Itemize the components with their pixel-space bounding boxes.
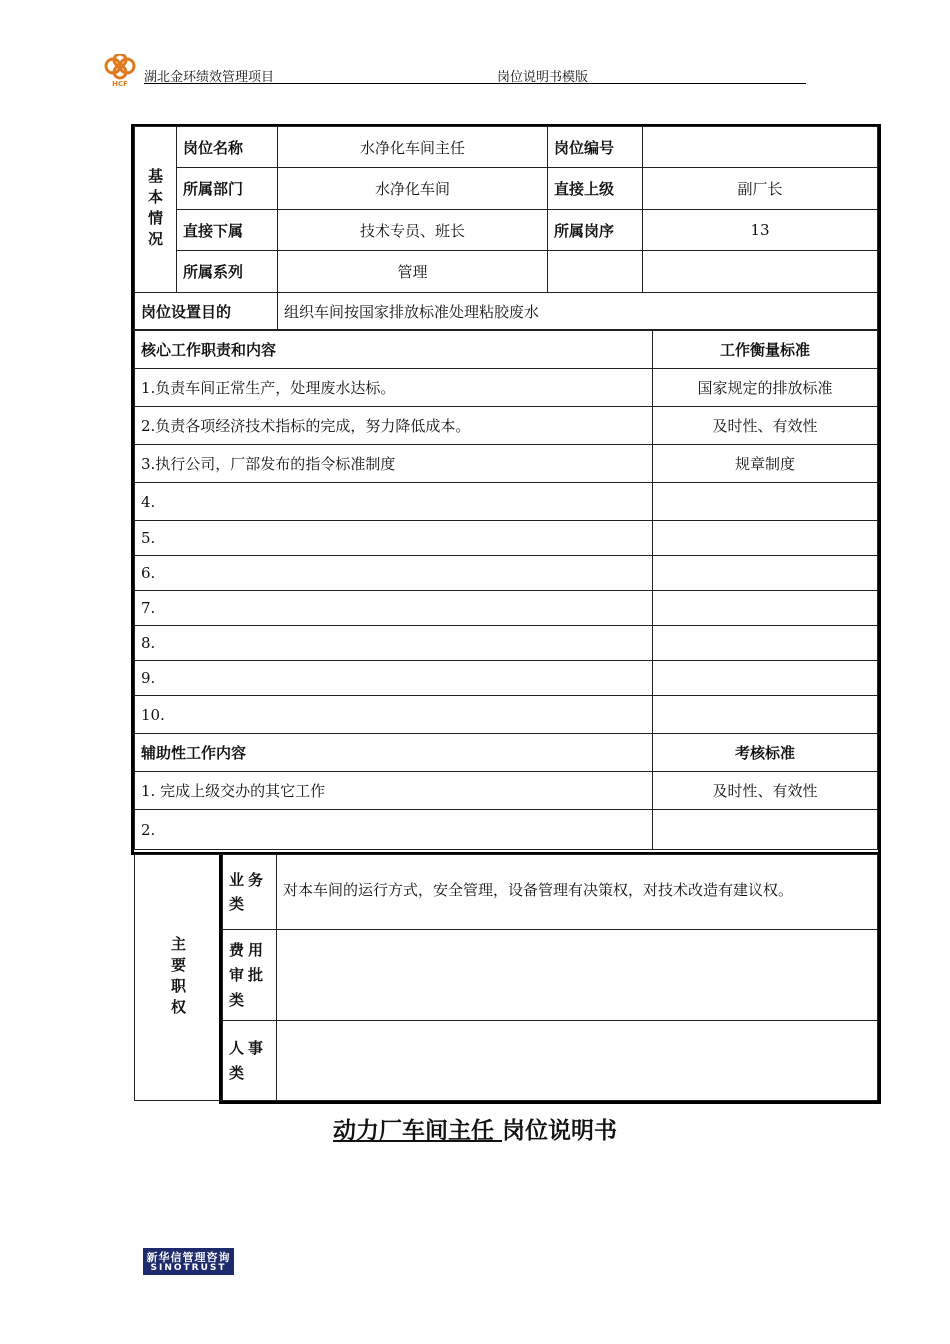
svg-text:HCF: HCF: [112, 80, 128, 88]
table-row: 4.: [135, 483, 653, 521]
document-title-part1: 动力厂车间主任: [332, 1118, 502, 1144]
series-empty-cell-2: [643, 251, 878, 293]
table-row-standard: [653, 626, 878, 661]
table-row-standard: 及时性、有效性: [653, 407, 878, 445]
table-row-standard: [653, 661, 878, 696]
post-name-value: 水净化车间主任: [278, 127, 548, 168]
sinotrust-logo-en: SINOTRUST: [150, 1263, 227, 1273]
table-row: 1.负责车间正常生产，处理废水达标。: [135, 369, 653, 407]
table-row: 3.执行公司，厂部发布的指令标准制度: [135, 445, 653, 483]
header-project-name: 湖北金环绩效管理项目: [144, 70, 275, 85]
table-row-standard: [653, 696, 878, 734]
subordinate-label: 直接下属: [177, 210, 278, 251]
table-row-standard: [653, 556, 878, 591]
post-no-label: 岗位编号: [548, 127, 643, 168]
table-row: 8.: [135, 626, 653, 661]
dept-label: 所属部门: [177, 168, 278, 210]
authority-business-value: 对本车间的运行方式，安全管理，设备管理有决策权，对技术改造有建议权。: [277, 855, 878, 930]
sinotrust-logo-cn: 新华信管理咨询: [146, 1251, 231, 1264]
purpose-value: 组织车间按国家排放标准处理粘胶废水: [278, 293, 878, 330]
authority-business-label: 业务类: [223, 855, 277, 930]
header-template-name: 岗位说明书模版: [497, 70, 589, 85]
series-value: 管理: [278, 251, 548, 293]
sequence-label: 所属岗序: [548, 210, 643, 251]
authority-hr-label: 人事类: [223, 1021, 277, 1101]
core-standard-header: 工作衡量标准: [653, 331, 878, 369]
authority-expense-value: [277, 930, 878, 1021]
document-title: [0, 1112, 950, 1145]
hcf-logo-icon: [100, 54, 140, 88]
authority-expense-label: 费用审批类: [223, 930, 277, 1021]
authority-section-label: 主要职权: [135, 855, 223, 1101]
table-row: 2.负责各项经济技术指标的完成，努力降低成本。: [135, 407, 653, 445]
table-row-standard: [653, 810, 878, 850]
series-empty-cell: [548, 251, 643, 293]
core-header: 核心工作职责和内容: [135, 331, 653, 369]
series-label: 所属系列: [177, 251, 278, 293]
sinotrust-logo: [143, 1248, 234, 1275]
table-row-standard: 及时性、有效性: [653, 772, 878, 810]
aux-standard-header: 考核标准: [653, 734, 878, 772]
table-row: 7.: [135, 591, 653, 626]
post-name-label: 岗位名称: [177, 127, 278, 168]
table-row-standard: [653, 483, 878, 521]
subordinate-value: 技术专员、班长: [278, 210, 548, 251]
sequence-value: 13: [643, 210, 878, 251]
purpose-table: [134, 292, 878, 330]
table-row: 10.: [135, 696, 653, 734]
table-row-standard: 国家规定的排放标准: [653, 369, 878, 407]
table-row: 5.: [135, 521, 653, 556]
header-divider: [144, 83, 806, 84]
authority-hr-value: [277, 1021, 878, 1101]
superior-label: 直接上级: [548, 168, 643, 210]
basic-info-table: [134, 126, 878, 293]
table-row: 9.: [135, 661, 653, 696]
table-row-standard: 规章制度: [653, 445, 878, 483]
core-duties-table: [134, 330, 878, 850]
superior-value: 副厂长: [643, 168, 878, 210]
table-row: 1. 完成上级交办的其它工作: [135, 772, 653, 810]
table-row: 6.: [135, 556, 653, 591]
document-title-part2: 岗位说明书: [502, 1118, 617, 1144]
page-header: [100, 52, 806, 86]
dept-value: 水净化车间: [278, 168, 548, 210]
basic-section-label: 基本情况: [135, 127, 177, 293]
table-row-standard: [653, 591, 878, 626]
aux-header: 辅助性工作内容: [135, 734, 653, 772]
table-row: 2.: [135, 810, 653, 850]
purpose-label: 岗位设置目的: [135, 293, 278, 330]
authority-table: [134, 854, 878, 1101]
post-no-value: [643, 127, 878, 168]
table-row-standard: [653, 521, 878, 556]
